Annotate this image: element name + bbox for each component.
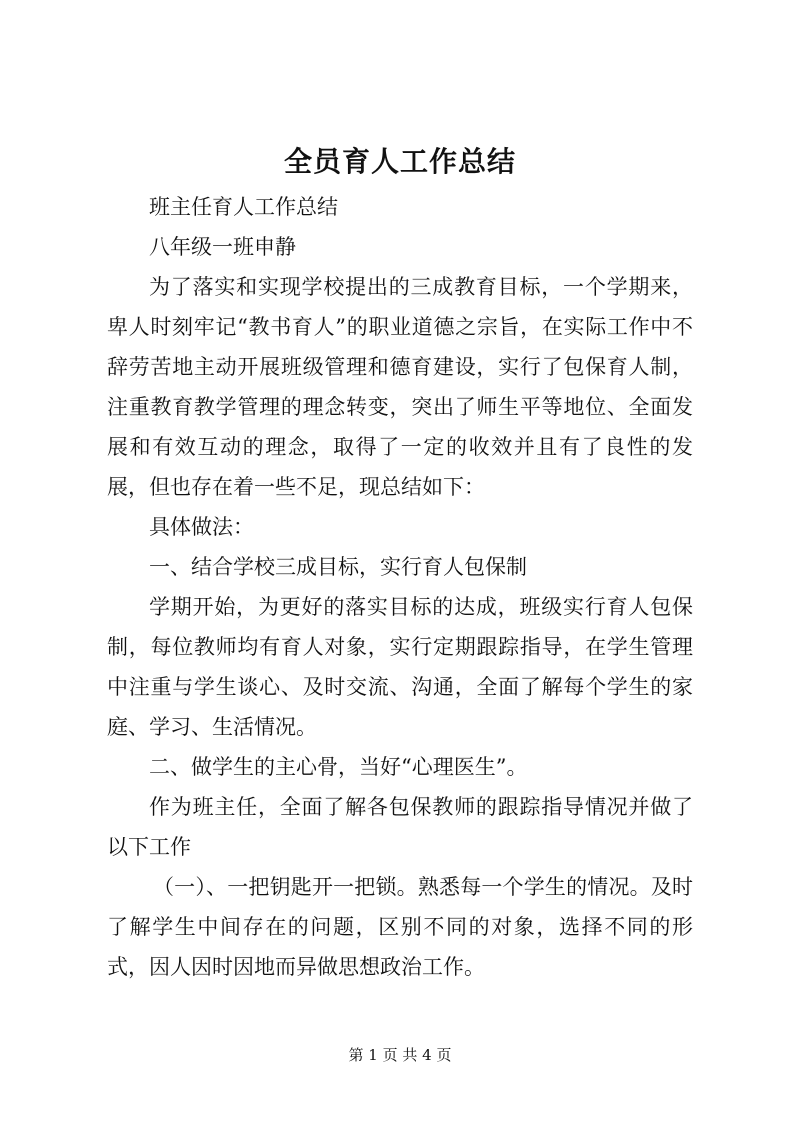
paragraph-section-two-heading: 二、做学生的主心骨，当好“心理医生”。 xyxy=(149,755,528,779)
paragraph-section-one-heading: 一、结合学校三成目标，实行育人包保制 xyxy=(149,555,527,579)
paragraph-methods-label: 具体做法： xyxy=(149,515,254,539)
paragraph-heading: 班主任育人工作总结 xyxy=(149,195,338,219)
paragraph-subsection-one: （一）、一把钥匙开一把锁。熟悉每一个学生的情况。及时了解学生中间存在的问题，区别不同的对象，选择不同的形式，因人因时因地而异做思想政治工作。 xyxy=(107,875,693,979)
page-indicator: 第 1 页 共 4 页 xyxy=(348,1046,452,1064)
document-body xyxy=(107,187,693,987)
paragraph-section-one-body: 学期开始，为更好的落实目标的达成，班级实行育人包保制，每位教师均有育人对象，实行定期跟踪指导，在学生管理中注重与学生谈心、及时交流、沟通，全面了解每个学生的家庭、学习、生活情况。 xyxy=(107,595,693,739)
paragraph-section-two-body: 作为班主任，全面了解各包保教师的跟踪指导情况并做了以下工作 xyxy=(107,795,693,859)
document-title: 全员育人工作总结 xyxy=(283,145,516,178)
paragraph-intro: 为了落实和实现学校提出的三成教育目标，一个学期来，卑人时刻牢记“教书育人”的职业道德之宗旨，在实际工作中不辞劳苦地主动开展班级管理和德育建设，实行了包保育人制，注重教育教学管理的理念转变，突出了师生平等地位、全面发展和有效互动的理念，取得了一定的收效并且有了良性的发展，但也存在着一些不足，现总结如下： xyxy=(107,275,693,499)
paragraph-author: 八年级一班申静 xyxy=(149,235,296,259)
